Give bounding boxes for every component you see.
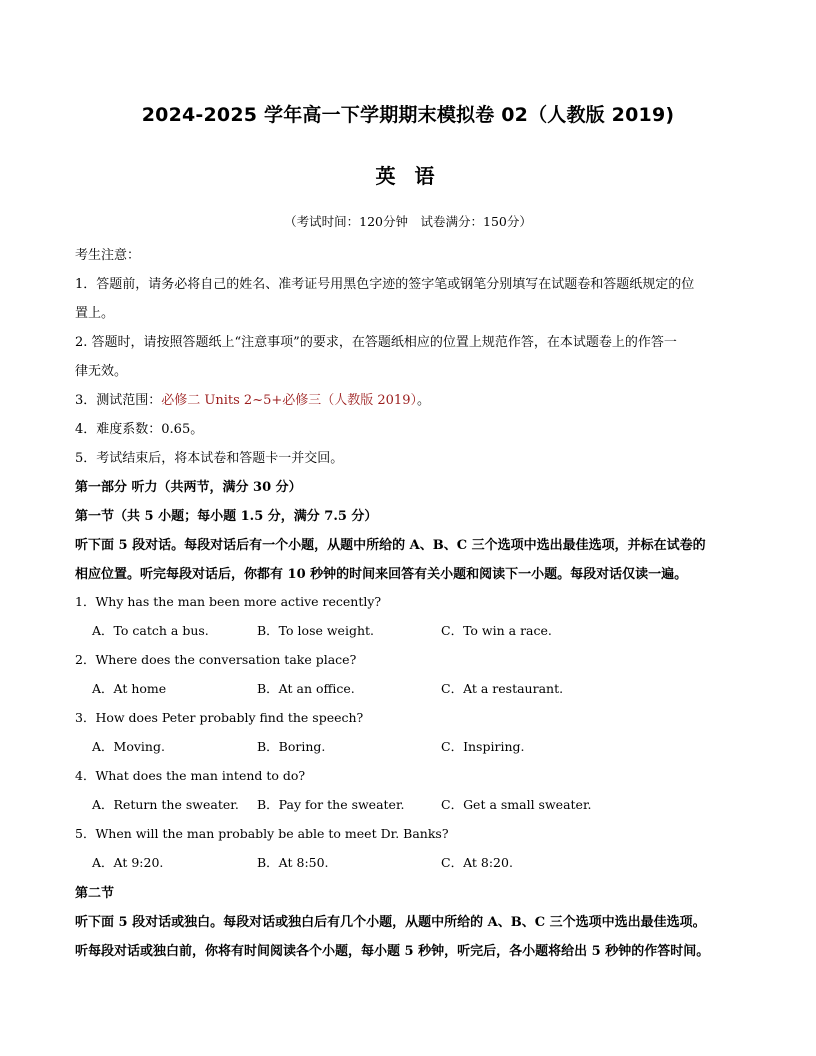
question-2-option-a: A．At home: [92, 681, 167, 696]
notice-item-1-line-2: 置上。: [75, 306, 115, 321]
question-3-option-b: B．Boring.: [257, 739, 326, 754]
notice-item-2-line-2: 律无效。: [75, 364, 128, 379]
notice-item-3-suffix: 。: [416, 393, 430, 408]
exam-title: 2024-2025 学年高一下学期期末模拟卷 02（人教版 2019): [141, 104, 675, 126]
question-5: 5．When will the man probably be able to meet Dr. Banks?: [75, 826, 449, 841]
question-4-option-b: B．Pay for the sweater.: [257, 797, 405, 812]
question-2: 2．Where does the conversation take place?: [75, 652, 357, 667]
section2-instructions-line-2: 听每段对话或独白前，你将有时间阅读各个小题，每小题 5 秒钟，听完后，各小题将给出 5 秒钟的作答时间。: [75, 944, 710, 959]
notice-heading: 考生注意：: [75, 248, 141, 263]
section1-instructions-line-2: 相应位置。听完每段对话后，你都有 10 秒钟的时间来回答有关小题和阅读下一小题。每段对话仅读一遍。: [75, 567, 688, 582]
question-4: 4．What does the man intend to do?: [75, 768, 306, 783]
notice-item-4: 4．难度系数：0.65。: [75, 422, 204, 437]
question-3: 3．How does Peter probably find the speech?: [75, 710, 364, 725]
notice-item-5: 5．考试结束后，将本试卷和答题卡一并交回。: [75, 451, 344, 466]
question-4-option-c: C．Get a small sweater.: [441, 797, 592, 812]
question-4-option-a: A．Return the sweater.: [92, 797, 239, 812]
question-3-option-c: C．Inspiring.: [441, 739, 525, 754]
test-range: 必修二 Units 2~5+必修三（人教版 2019）: [161, 393, 417, 408]
notice-item-3-prefix: 3．测试范围：: [75, 393, 162, 408]
question-3-option-a: A．Moving.: [92, 739, 165, 754]
section2-heading: 第二节: [75, 886, 115, 901]
notice-item-2-line-1: 2. 答题时，请按照答题纸上“注意事项”的要求，在答题纸相应的位置上规范作答，在本试题卷上的作答一: [75, 335, 677, 350]
question-2-option-b: B．At an office.: [257, 681, 355, 696]
notice-item-3: [75, 389, 430, 408]
time-info: （考试时间：120分钟 试卷满分：150分）: [284, 214, 532, 229]
question-2-option-c: C．At a restaurant.: [441, 681, 564, 696]
section1-heading: 第一节（共 5 小题；每小题 1.5 分，满分 7.5 分）: [75, 509, 378, 524]
notice-item-1-line-1: 1．答题前，请务必将自己的姓名、准考证号用黑色字迹的签字笔或钢笔分别填写在试题卷和答题纸规定的位: [75, 277, 695, 292]
question-5-option-c: C．At 8:20.: [441, 855, 513, 870]
question-5-option-a: A．At 9:20.: [92, 855, 164, 870]
section2-instructions-line-1: 听下面 5 段对话或独白。每段对话或独白后有几个小题，从题中所给的 A、B、C 三个选项中选出最佳选项。: [75, 915, 706, 930]
question-1: 1．Why has the man been more active recently?: [75, 594, 382, 609]
part1-heading: 第一部分 听力（共两节，满分 30 分）: [75, 480, 302, 495]
question-1-option-b: B．To lose weight.: [257, 623, 375, 638]
question-1-option-c: C．To win a race.: [441, 623, 552, 638]
question-5-option-b: B．At 8:50.: [257, 855, 329, 870]
question-1-option-a: A．To catch a bus.: [92, 623, 209, 638]
section1-instructions-line-1: 听下面 5 段对话。每段对话后有一个小题，从题中所给的 A、B、C 三个选项中选出最佳选项，并标在试卷的: [75, 538, 706, 553]
subject-heading: 英 语: [375, 164, 441, 188]
